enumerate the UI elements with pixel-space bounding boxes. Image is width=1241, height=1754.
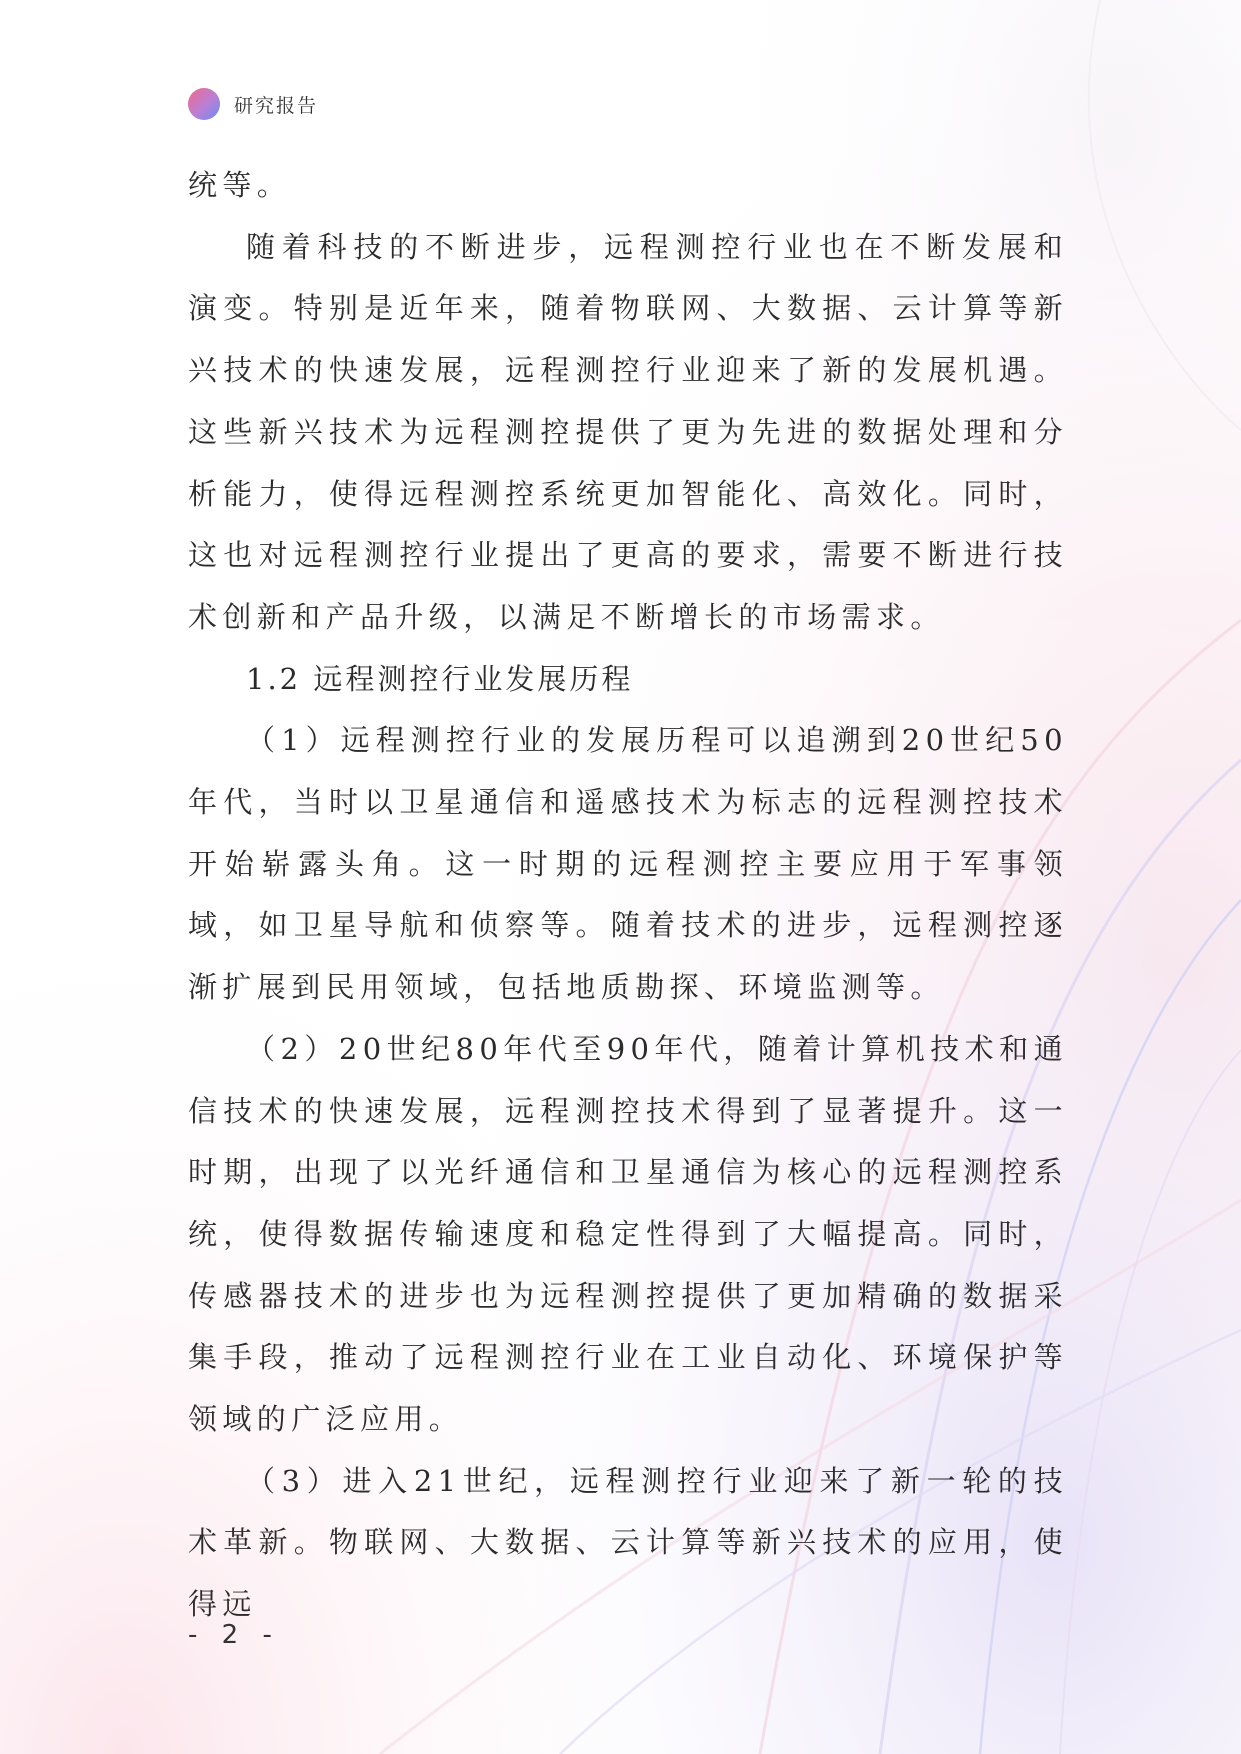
page-number: - 2 -	[188, 1620, 280, 1650]
document-body	[188, 155, 1068, 1636]
paragraph-intro: 随着科技的不断进步，远程测控行业也在不断发展和演变。特别是近年来，随着物联网、大数据、云计算等新兴技术的快速发展，远程测控行业迎来了新的发展机遇。这些新兴技术为远程测控提供了更为先进的数据处理和分析能力，使得远程测控系统更加智能化、高效化。同时，这也对远程测控行业提出了更高的要求，需要不断进行技术创新和产品升级，以满足不断增长的市场需求。	[188, 229, 1068, 634]
paragraph-history-1: （1）远程测控行业的发展历程可以追溯到20世纪50年代，当时以卫星通信和遥感技术为标志的远程测控技术开始崭露头角。这一时期的远程测控主要应用于军事领域，如卫星导航和侦察等。随着技术的进步，远程测控逐渐扩展到民用领域，包括地质勘探、环境监测等。	[188, 723, 1068, 1005]
paragraph-history-3: （3）进入21世纪，远程测控行业迎来了新一轮的技术革新。物联网、大数据、云计算等新兴技术的应用，使得远	[188, 1463, 1068, 1622]
page-header	[188, 88, 318, 120]
header-title: 研究报告	[234, 94, 319, 117]
paragraph-history-2: （2）20世纪80年代至90年代，随着计算机技术和通信技术的快速发展，远程测控技术得到了显著提升。这一时期，出现了以光纤通信和卫星通信为核心的远程测控系统，使得数据传输速度和稳定性得到了大幅提高。同时，传感器技术的进步也为远程测控提供了更加精确的数据采集手段，推动了远程测控行业在工业自动化、环境保护等领域的广泛应用。	[188, 1031, 1068, 1437]
paragraph-continuation: 统等。	[188, 168, 292, 202]
logo-circle-icon	[188, 88, 220, 120]
section-heading: 1.2 远程测控行业发展历程	[246, 661, 634, 696]
